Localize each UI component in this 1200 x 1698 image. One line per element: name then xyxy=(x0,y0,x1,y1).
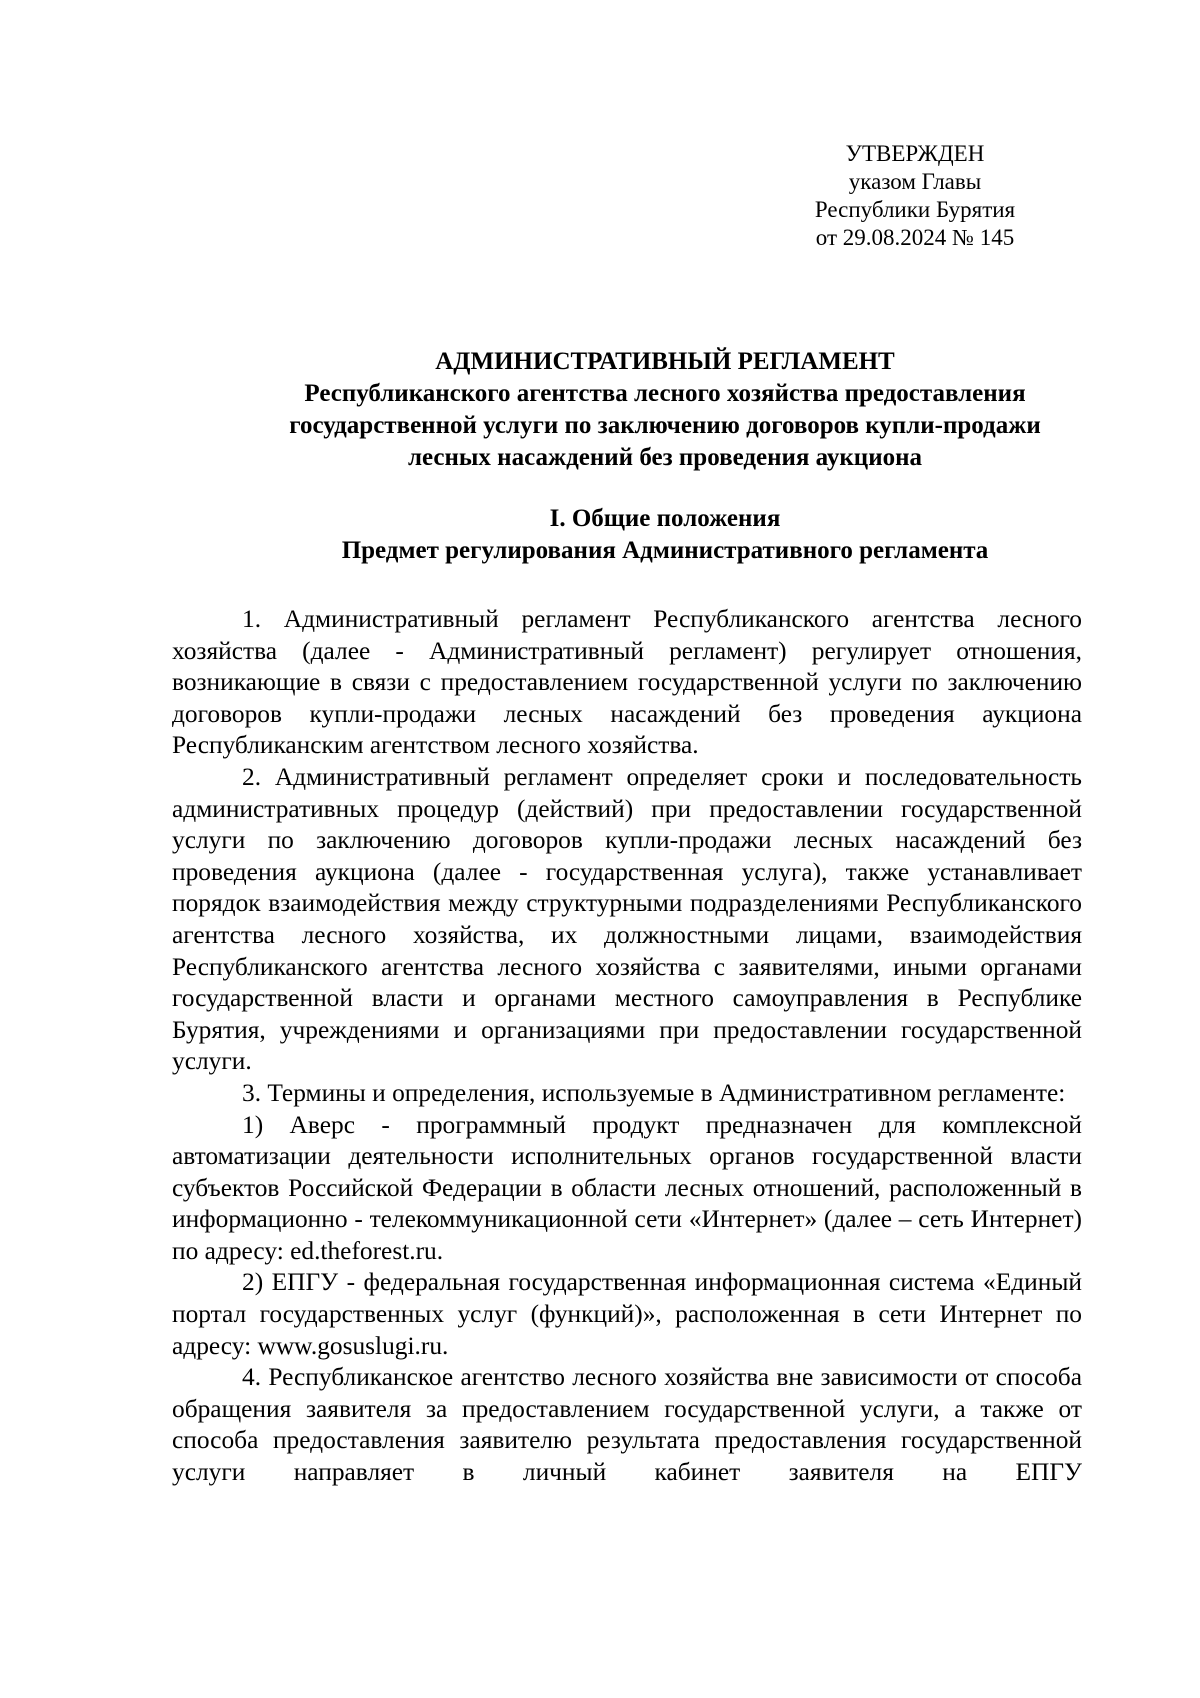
title-line-1: АДМИНИСТРАТИВНЫЙ РЕГЛАМЕНТ xyxy=(435,348,895,375)
title-line-3: государственной услуги по заключению договоров купли-продажи xyxy=(289,412,1041,439)
document-body xyxy=(172,604,1082,1489)
approval-line-decree: указом Главы xyxy=(848,169,982,194)
title-line-2: Республиканского агентства лесного хозяйства предоставления xyxy=(304,380,1026,407)
paragraph-3-item-2: 2) ЕПГУ - федеральная государственная информационная система «Единый портал государственных услуг (функций)», расположенная в сети Интернет по адресу: www.gosuslugi.ru. xyxy=(172,1268,1082,1360)
section-heading: I. Общие положения xyxy=(549,505,781,532)
approval-line-date: от 29.08.2024 № 145 xyxy=(815,225,1015,250)
approval-line-approved: УТВЕРЖДЕН xyxy=(845,141,985,166)
section-subheading: Предмет регулирования Административного регламента xyxy=(341,537,989,564)
paragraph-2: 2. Административный регламент определяет сроки и последовательность административных процедур (действий) при предоставлении государственной услуги по заключению договоров купли-продажи лесных насаждений без проведения аукциона (далее - государственная услуга), также устанавливает порядок взаимодействия между структурными подразделениями Республиканского агентства лесного хозяйства, их должностными лицами, взаимодействия Республиканского агентства лесного хозяйства с заявителями, иными органами государственной власти и органами местного самоуправления в Республике Бурятия, учреждениями и организациями при предоставлении государственной услуги. xyxy=(172,762,1082,1076)
document-title xyxy=(170,346,1160,474)
paragraph-4: 4. Республиканское агентство лесного хозяйства вне зависимости от способа обращения заявителя за предоставлением государственной услуги, а также от способа предоставления заявителю результата предоставления государственной услуги направляет в личный кабинет заявителя на ЕПГУ xyxy=(172,1363,1082,1487)
paragraph-3: 3. Термины и определения, используемые в Административном регламенте: xyxy=(242,1078,1066,1107)
paragraph-3-item-1: 1) Аверс - программный продукт предназначен для комплексной автоматизации деятельности исполнительных органов государственной власти субъектов Российской Федерации в области лесных отношений, расположенный в информационно - телекоммуникационной сети «Интернет» (далее – сеть Интернет) по адресу: ed.theforest.ru. xyxy=(172,1110,1082,1265)
approval-line-republic: Республики Бурятия xyxy=(814,197,1016,222)
title-line-4: лесных насаждений без проведения аукциона xyxy=(407,444,923,471)
section-heading-block xyxy=(170,503,1160,567)
approval-stamp xyxy=(780,140,1050,252)
paragraph-1: 1. Административный регламент Республиканского агентства лесного хозяйства (далее - Административный регламент) регулирует отношения, возникающие в связи с предоставлением государственной услуги по заключению договоров купли-продажи лесных насаждений без проведения аукциона Республиканским агентством лесного хозяйства. xyxy=(172,605,1082,760)
